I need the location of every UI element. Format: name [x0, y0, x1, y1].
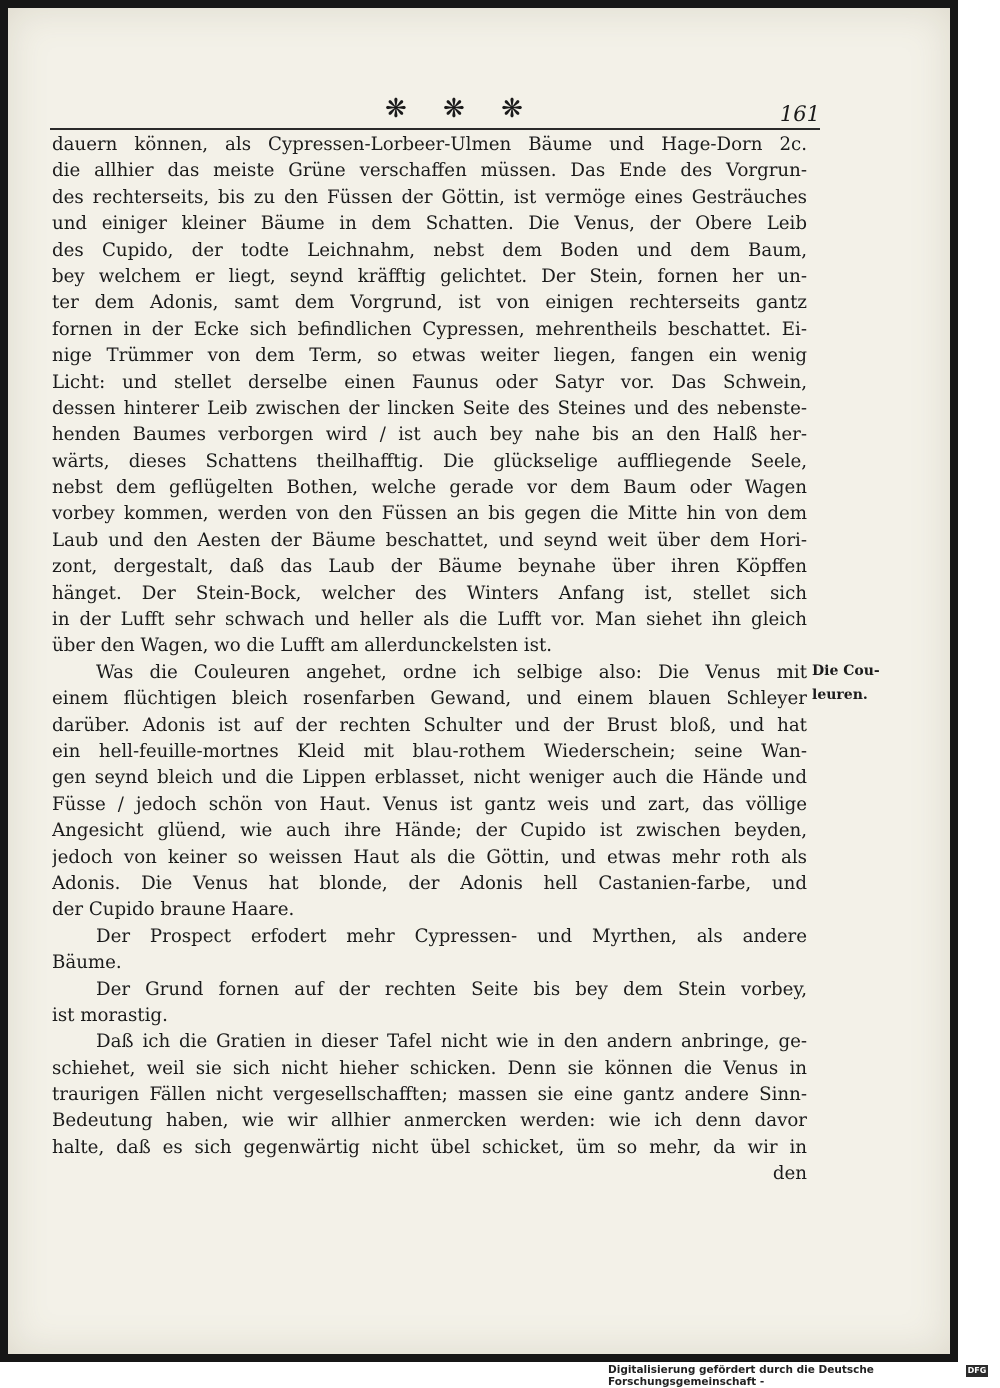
text-line: fornen in der Ecke sich befindlichen Cypressen, mehrentheils beschattet. Ei-	[52, 318, 807, 340]
text-line: traurigen Fällen nicht vergesellschafften; massen sie eine gantz andere Sinn-	[52, 1084, 807, 1106]
header-rule	[50, 128, 820, 130]
text-line: Adonis. Die Venus hat blonde, der Adonis hell Castanien-farbe, und	[52, 872, 807, 894]
text-line: schiehet, weil sie sich nicht hieher schicken. Denn sie können die Venus in	[52, 1057, 807, 1079]
text-line: bey welchem er liegt, seynd kräfftig gelichtet. Der Stein, fornen her un-	[52, 265, 807, 287]
text-line: vorbey kommen, werden von den Füssen an bis gegen die Mitte hin von dem	[52, 503, 807, 525]
margin-note-line: Die Cou-	[812, 663, 880, 679]
dfg-logo: DFG	[967, 1366, 987, 1375]
text-line: ter dem Adonis, samt dem Vorgrund, ist von einigen rechterseits gantz	[52, 292, 807, 314]
page-header	[50, 94, 820, 128]
text-line: Füsse / jedoch schön von Haut. Venus ist gantz weis und zart, das völlige	[52, 793, 807, 815]
text-line: gen seynd bleich und die Lippen erblasset, nicht weniger auch die Hände und	[52, 767, 807, 789]
text-line: nige Trümmer von dem Term, so etwas weiter liegen, fangen ein wenig	[52, 345, 807, 367]
text-line: ist morastig.	[52, 1004, 168, 1026]
text-line: Der Prospect erfodert mehr Cypressen- und Myrthen, als andere	[96, 925, 807, 947]
text-line: dessen hinterer Leib zwischen der lincken Seite des Steines und des nebenste-	[52, 397, 807, 419]
text-line: zont, dergestalt, daß das Laub der Bäume beynahe über ihren Köpffen	[52, 556, 807, 578]
page-number: 161	[779, 102, 820, 126]
text-line: Bedeutung haben, wie wir allhier anmercken werden: wie ich denn davor	[52, 1110, 807, 1132]
text-line: Daß ich die Gratien in dieser Tafel nicht wie in den andern anbringe, ge-	[96, 1031, 807, 1053]
text-line: und einiger kleiner Bäume in dem Schatten. Die Venus, der Obere Leib	[52, 213, 807, 235]
text-line: Angesicht glüend, wie auch ihre Hände; der Cupido ist zwischen beyden,	[52, 820, 807, 842]
text-line: Licht: und stellet derselbe einen Faunus oder Satyr vor. Das Schwein,	[52, 371, 807, 393]
text-line: ein hell-feuille-mortnes Kleid mit blau-rothem Wiederschein; seine Wan-	[52, 740, 807, 762]
text-line: hänget. Der Stein-Bock, welcher des Winters Anfang ist, stellet sich	[52, 582, 807, 604]
digitization-credit: Digitalisierung gefördert durch die Deutsche Forschungsgemeinschaft -	[608, 1364, 874, 1388]
margin-note-line: leuren.	[812, 687, 868, 703]
body-text	[52, 132, 807, 1188]
margin-note	[812, 659, 902, 707]
text-line: einem flüchtigen bleich rosenfarben Gewand, und einem blauen Schleyer	[52, 688, 807, 710]
text-line: des Cupido, der todte Leichnahm, nebst dem Boden und dem Baum,	[52, 239, 807, 261]
text-line: halte, daß es sich gegenwärtig nicht übel schicket, üm so mehr, da wir in	[52, 1136, 807, 1158]
text-line: Der Grund fornen auf der rechten Seite bis bey dem Stein vorbey,	[96, 978, 807, 1000]
text-line: darüber. Adonis ist auf der rechten Schulter und der Brust bloß, und hat	[52, 714, 807, 736]
text-line: Bäume.	[52, 952, 122, 974]
text-line: jedoch von keiner so weissen Haut als die Göttin, und etwas mehr roth als	[52, 846, 807, 868]
text-line: Laub und den Aesten der Bäume beschattet, und seynd weit über dem Hori-	[52, 529, 807, 551]
text-line: Was die Couleuren angehet, ordne ich selbige also: Die Venus mit	[96, 661, 807, 683]
text-line: henden Baumes verborgen wird / ist auch bey nahe bis an den Halß her-	[52, 424, 807, 446]
text-line: dauern können, als Cypressen-Lorbeer-Ulmen Bäume und Hage-Dorn 2c.	[52, 134, 807, 155]
text-line: wärts, dieses Schattens theilhafftig. Die glückselige auffliegende Seele,	[52, 450, 807, 472]
text-line: der Cupido braune Haare.	[52, 899, 295, 921]
catchword: den	[772, 1163, 807, 1185]
text-line: des rechterseits, bis zu den Füssen der Göttin, ist vermöge eines Gesträuches	[52, 186, 807, 208]
text-line: nebst dem geflügelten Bothen, welche gerade vor dem Baum oder Wagen	[52, 477, 807, 499]
header-ornament: ❋ ❋ ❋	[385, 94, 537, 124]
text-line: in der Lufft sehr schwach und heller als die Lufft vor. Man siehet ihn gleich	[52, 609, 807, 631]
text-line: über den Wagen, wo die Lufft am allerdunckelsten ist.	[52, 635, 553, 657]
text-line: die allhier das meiste Grüne verschaffen müssen. Das Ende des Vorgrun-	[52, 160, 807, 182]
